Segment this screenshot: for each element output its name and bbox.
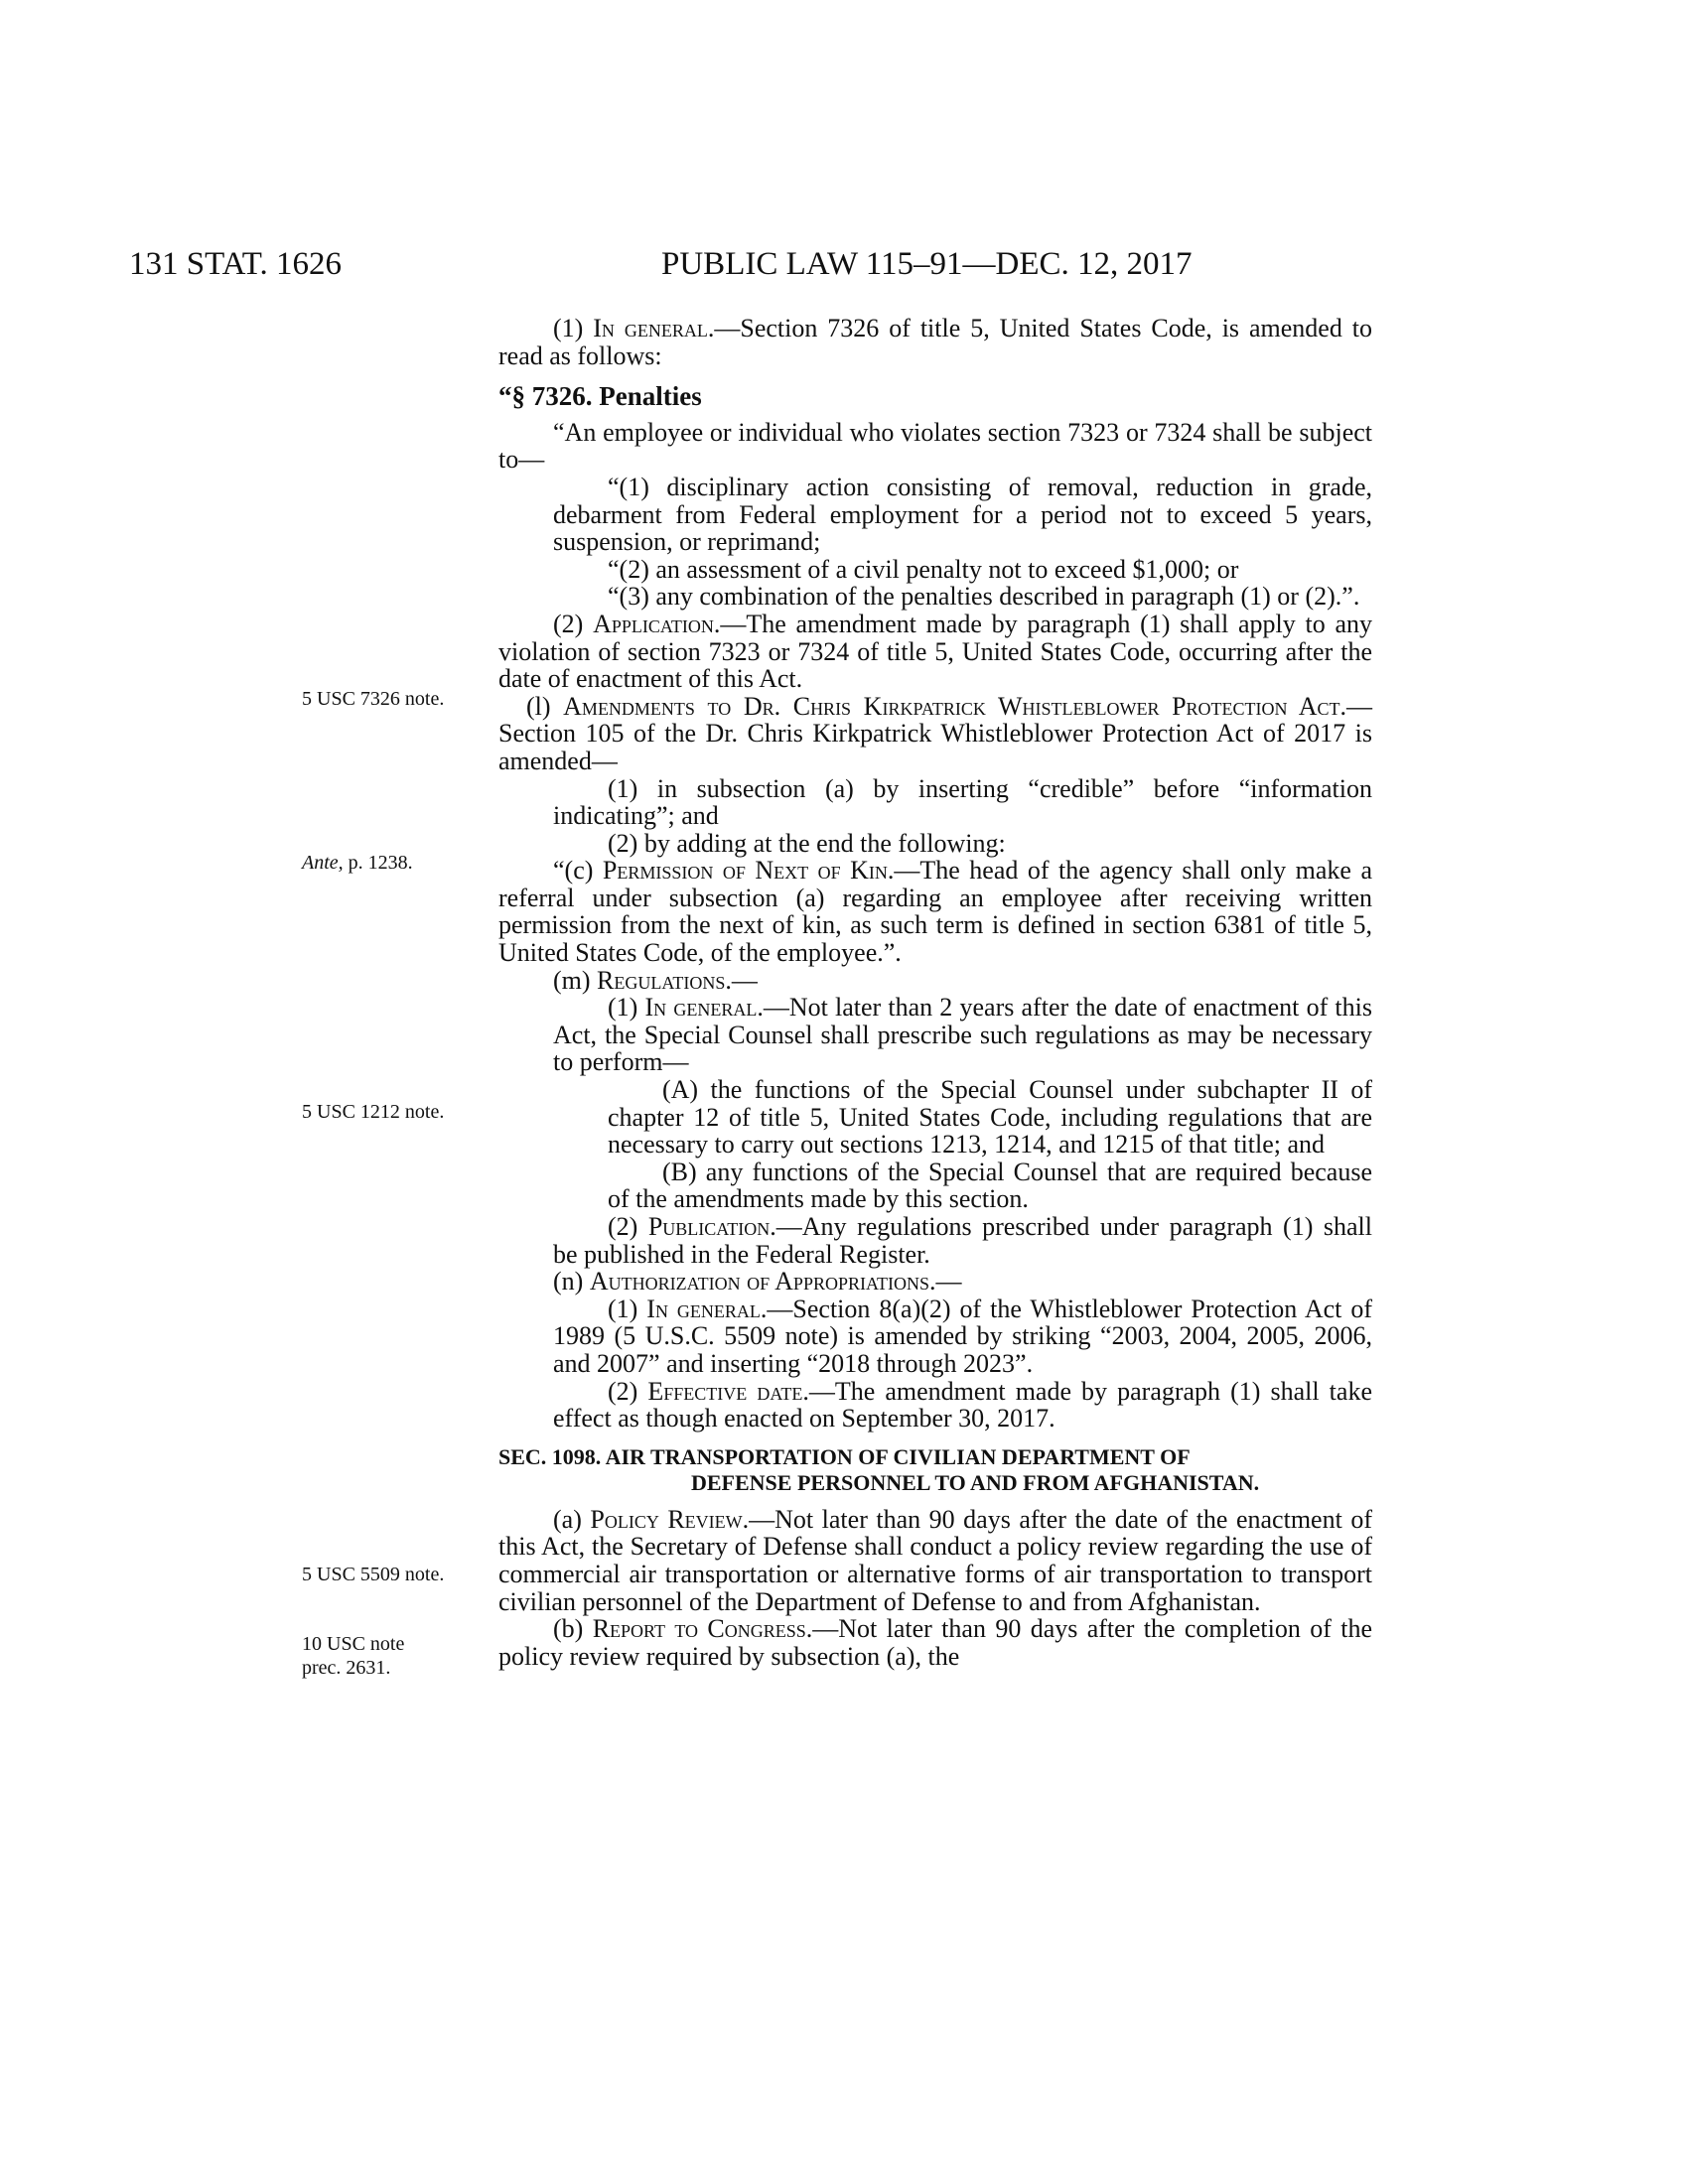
para-num: (l) — [526, 691, 564, 721]
para-dash: — — [935, 1267, 962, 1297]
para-heading: Authorization of Appropriations. — [589, 1267, 936, 1297]
para-l — [498, 693, 1372, 775]
para-heading: Report to Congress. — [592, 1614, 813, 1644]
para-lc — [498, 857, 1372, 966]
para-num: (a) — [553, 1504, 591, 1534]
body-text — [498, 315, 1372, 1670]
para-text: —The amendment made by paragraph (1) shall apply to any violation of section 7323 or 7324 of title 5, United States Code, occurring after the date of enactment of this Act. — [498, 609, 1372, 694]
para-m — [498, 967, 1372, 995]
para-num: “(c) — [553, 856, 603, 886]
para-penalty-2: “(2) an assessment of a civil penalty not to exceed $1,000; or — [608, 554, 1239, 584]
para-num: (1) — [553, 314, 594, 342]
section-heading-line1: SEC. 1098. AIR TRANSPORTATION OF CIVILIAN DEPARTMENT OF — [498, 1443, 1191, 1469]
para-text: —Section 7326 of title 5, United States Code, is amended to read as follows: — [498, 314, 1372, 370]
para-text: —The head of the agency shall only make a referral under subsection (a) regarding an employee after receiving written permission from the next of kin, as such term is defined in section 6381 of title 5, United States Code, of the employee.”. — [498, 856, 1372, 968]
para-heading: Amendments to Dr. Chris Kirkpatrick Whistleblower Protection Act. — [563, 691, 1346, 721]
section-1098-heading — [498, 1444, 1372, 1496]
para-penalty-1: “(1) disciplinary action consisting of removal, reduction in grade, debarment from Federal employment for a period not to exceed 5 years, suspension, or reprimand; — [553, 472, 1372, 557]
para-heading: Effective date. — [647, 1376, 809, 1406]
para-heading: Permission of Next of Kin. — [602, 856, 895, 886]
margin-note-ante — [302, 851, 413, 875]
para-heading: Regulations. — [597, 965, 732, 995]
para-heading: In general. — [644, 993, 764, 1023]
para-text: —Not later than 90 days after the completion of the policy review required by subsection (a), the — [498, 1614, 1373, 1671]
para-k1 — [498, 315, 1372, 369]
para-n — [498, 1268, 1372, 1296]
para-text: —Section 105 of the Dr. Chris Kirkpatrick Whistleblower Protection Act of 2017 is amended— — [498, 691, 1372, 775]
stat-reference: 131 STAT. 1626 — [129, 246, 343, 282]
para-text: —Any regulations prescribed under paragraph (1) shall be published in the Federal Register. — [553, 1212, 1372, 1269]
margin-note-10usc-line1: 10 USC note — [302, 1633, 405, 1655]
para-n1 — [498, 1296, 1372, 1378]
para-num: (2) — [608, 1212, 648, 1241]
para-num: (b) — [553, 1614, 593, 1644]
para-num: (1) — [608, 1294, 647, 1323]
para-text: —Not later than 90 days after the date of the enactment of this Act, the Secretary of Defense shall conduct a policy review regarding the use of commercial air transportation or alternative forms of air transportation to transport civilian personnel of the Department of Defense to and from Afghanistan. — [498, 1504, 1372, 1616]
para-n2 — [498, 1378, 1372, 1433]
margin-note-1212: 5 USC 1212 note. — [302, 1101, 445, 1123]
para-num: (n) — [553, 1267, 590, 1297]
page-title: PUBLIC LAW 115–91—DEC. 12, 2017 — [661, 246, 1193, 282]
para-l2: (2) by adding at the end the following: — [608, 828, 1006, 858]
para-text: —Section 8(a)(2) of the Whistleblower Protection Act of 1989 (5 U.S.C. 5509 note) is amended by striking “2003, 2004, 2005, 2006, and 2007” and inserting “2018 through 2023”. — [553, 1294, 1373, 1378]
margin-note-5509: 5 USC 5509 note. — [302, 1564, 445, 1585]
margin-note-7326: 5 USC 7326 note. — [302, 688, 445, 710]
para-num: (2) — [608, 1376, 648, 1406]
para-heading: In general. — [646, 1294, 768, 1323]
margin-note-ante-page: p. 1238. — [343, 852, 413, 874]
para-mB: (B) any functions of the Special Counsel that are required because of the amendments made by this section. — [608, 1157, 1372, 1214]
para-1098b — [498, 1615, 1372, 1670]
para-text: —The amendment made by paragraph (1) shall take effect as though enacted on September 30, 2017. — [553, 1376, 1372, 1433]
para-m2 — [498, 1213, 1372, 1268]
section-heading-line2: DEFENSE PERSONNEL TO AND FROM AFGHANISTAN. — [691, 1469, 1260, 1495]
para-dash: — — [731, 965, 758, 995]
margin-note-10usc — [302, 1632, 404, 1680]
para-mA: (A) the functions of the Special Counsel under subchapter II of chapter 12 of title 5, United States Code, including regulations that are necessary to carry out sections 1213, 1214, and 1215 of that title; and — [608, 1075, 1372, 1160]
para-heading: Publication. — [647, 1212, 776, 1241]
para-text: —Not later than 2 years after the date of enactment of this Act, the Special Counsel shall prescribe such regulations as may be necessary to perform— — [553, 993, 1372, 1077]
para-num: (1) — [608, 993, 645, 1023]
para-heading: Policy Review. — [590, 1504, 750, 1534]
para-m1 — [498, 994, 1372, 1076]
section-7326-heading: “§ 7326. Penalties — [498, 381, 702, 412]
margin-note-10usc-line2: prec. 2631. — [302, 1657, 391, 1679]
para-heading: Application. — [593, 609, 721, 638]
para-intro: “An employee or individual who violates section 7323 or 7324 shall be subject to— — [498, 417, 1372, 475]
para-1098a — [498, 1506, 1372, 1615]
para-k2 — [498, 611, 1372, 693]
para-num: (m) — [553, 965, 598, 995]
para-heading: In general. — [593, 314, 715, 342]
para-penalty-3: “(3) any combination of the penalties described in paragraph (1) or (2).”. — [608, 582, 1360, 612]
para-l1: (1) in subsection (a) by inserting “credible” before “information indicating”; and — [553, 773, 1372, 831]
para-num: (2) — [553, 609, 594, 638]
margin-note-ante-italic: Ante, — [302, 852, 344, 874]
